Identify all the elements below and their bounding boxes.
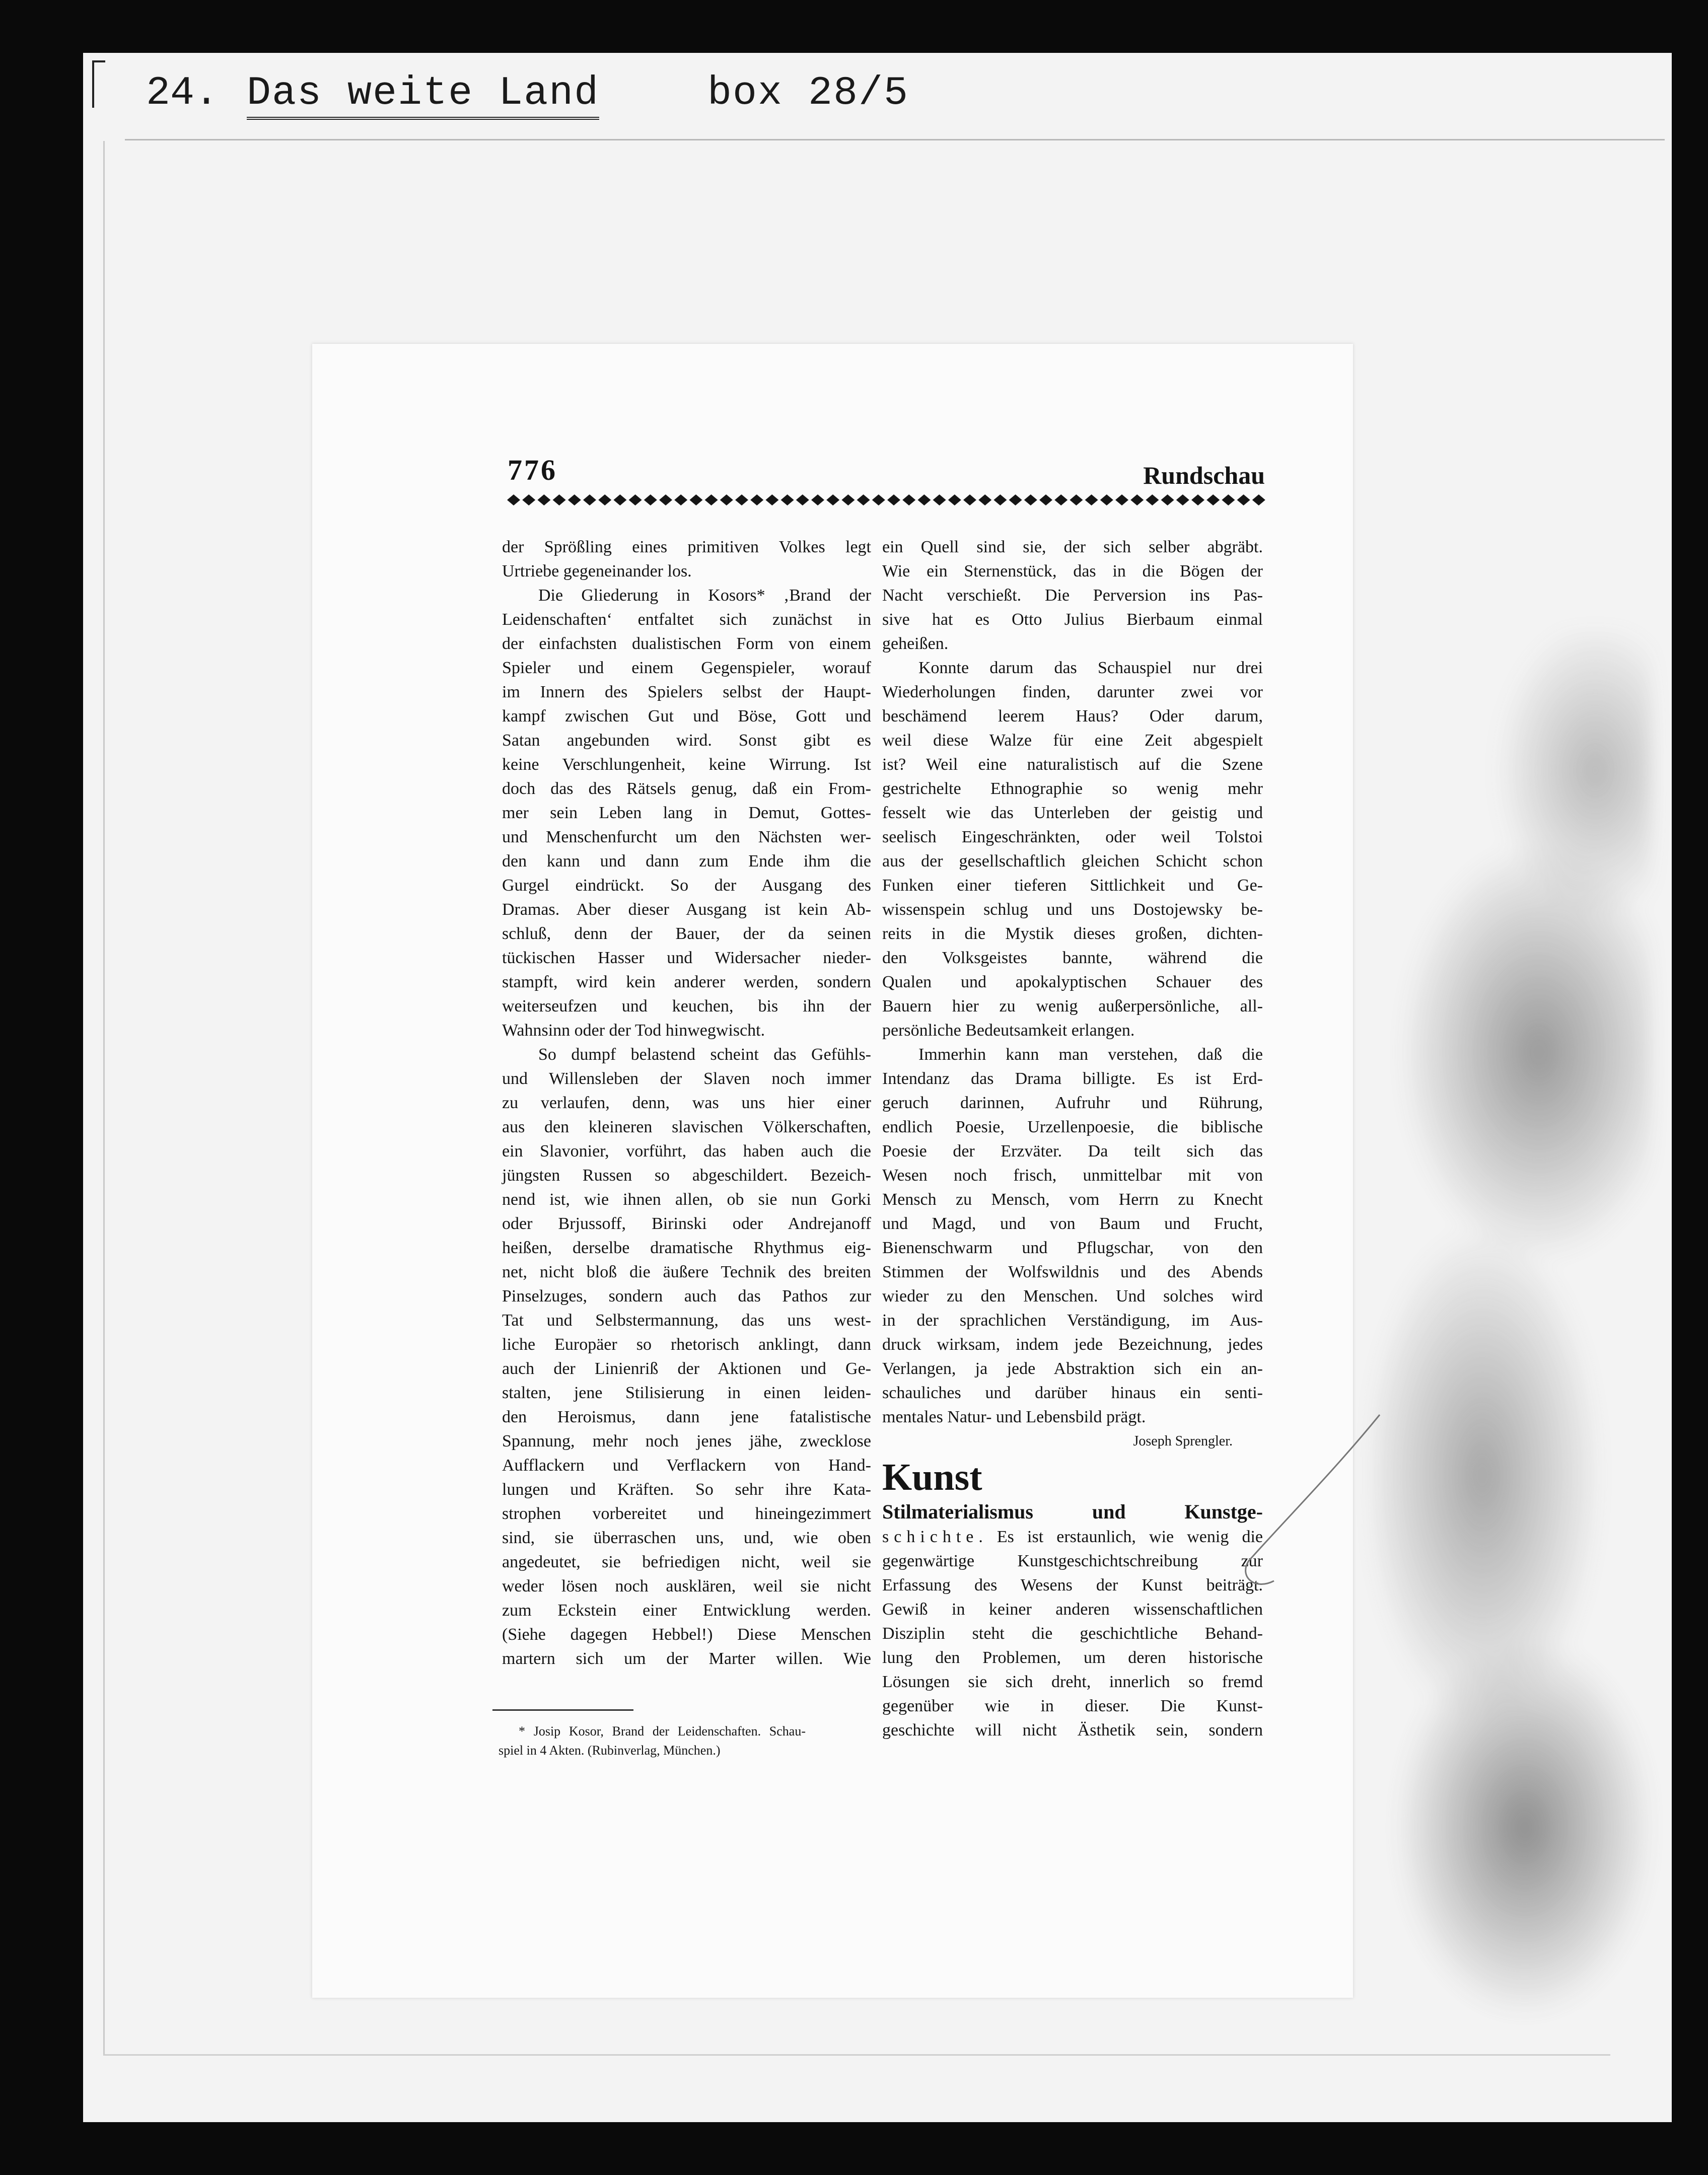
section-heading: Kunst (882, 1456, 982, 1498)
text-line: liche Europäer so rhetorisch anklingt, dann (502, 1335, 871, 1354)
text-line (882, 1525, 1263, 1549)
text-line: oder Brjussoff, Birinski oder Andrejanoff (502, 1214, 871, 1233)
text-line: keine Verschlungenheit, keine Wirrung. Ist (502, 755, 871, 774)
text-fragment: Es ist erstaunlich, wie wenig die (997, 1528, 1263, 1546)
text-line: Wahnsinn oder der Tod hinwegwischt. (502, 1021, 765, 1040)
text-line: Tat und Selbstermannung, das uns west- (502, 1311, 871, 1330)
text-line: Gurgel eindrückt. So der Ausgang des (502, 876, 871, 895)
pencil-mark (1234, 1410, 1385, 1611)
text-line: weiterseufzen und keuchen, bis ihn der (502, 997, 871, 1016)
text-line: Erfassung des Wesens der Kunst beiträgt. (882, 1576, 1263, 1594)
text-line: Gewiß in keiner anderen wissenschaftlichen (882, 1600, 1263, 1619)
text-line: (Siehe dagegen Hebbel!) Diese Menschen (502, 1625, 871, 1644)
text-line: der einfachsten dualistischen Form von einem (502, 634, 871, 653)
text-line: Wesen noch frisch, unmittelbar mit von (882, 1166, 1263, 1185)
text-line: persönliche Bedeutsamkeit erlangen. (882, 1021, 1135, 1040)
text-line: martern sich um der Marter willen. Wie (502, 1649, 871, 1668)
text-line: und Menschenfurcht um den Nächsten wer- (502, 828, 871, 846)
text-line: zu verlaufen, denn, was uns hier einer (502, 1094, 871, 1112)
text-line: sind, sie überraschen uns, und, wie oben (502, 1529, 871, 1547)
text-line: Bienenschwarm und Pflugschar, von den (882, 1239, 1263, 1257)
author-signature: Joseph Sprengler. (1133, 1433, 1233, 1449)
text-line: weder lösen noch ausklären, weil sie nicht (502, 1577, 871, 1596)
text-line: den kann und dann zum Ende ihm die (502, 852, 871, 871)
folder-number: 24. (146, 70, 219, 116)
scan-smudge (1370, 629, 1652, 2039)
text-line: aus den kleineren slavischen Völkerschaften, (502, 1118, 871, 1136)
text-line: Mensch zu Mensch, vom Herrn zu Knecht (882, 1190, 1263, 1209)
diamond-ornament-rule (506, 492, 1266, 508)
text-line: geruch darinnen, Aufruhr und Rührung, (882, 1094, 1263, 1112)
text-line: ist? Weil eine naturalistisch auf die Szene (882, 755, 1263, 774)
text-line: tückischen Hasser und Widersacher nieder- (502, 949, 871, 967)
text-line: Urtriebe gegeneinander los. (502, 562, 692, 581)
text-line: schluß, denn der Bauer, der da seinen (502, 924, 871, 943)
left-column (502, 535, 871, 1671)
page-number: 776 (508, 454, 557, 486)
text-line: schauliches und darüber hinaus ein senti- (882, 1384, 1263, 1402)
text-line: Disziplin steht die geschichtliche Behand- (882, 1624, 1263, 1643)
text-line: Satan angebunden wird. Sonst gibt es (502, 731, 871, 750)
text-line: weil diese Walze für eine Zeit abgespielt (882, 731, 1263, 750)
text-line: net, nicht bloß die äußere Technik des breiten (502, 1263, 871, 1281)
text-line: sive hat es Otto Julius Bierbaum einmal (882, 610, 1263, 629)
text-line: seelisch Eingeschränkten, oder weil Tolstoi (882, 828, 1263, 846)
text-line: in der sprachlichen Verständigung, im Aus- (882, 1311, 1263, 1330)
text-line: Intendanz das Drama billigte. Es ist Erd- (882, 1069, 1263, 1088)
footnote-rule (492, 1709, 633, 1711)
text-line: Wiederholungen finden, darunter zwei vor (882, 683, 1263, 701)
text-line: gegenüber wie in dieser. Die Kunst- (882, 1697, 1263, 1715)
right-column (882, 535, 1263, 1743)
text-line: So dumpf belastend scheint das Gefühls- (538, 1045, 871, 1064)
text-line: den Volksgeistes bannte, während die (882, 949, 1263, 967)
text-line: und Willensleben der Slaven noch immer (502, 1069, 871, 1088)
text-line: Leidenschaften‘ entfaltet sich zunächst in (502, 610, 871, 629)
text-line: Spannung, mehr noch jenes jähe, zwecklose (502, 1432, 871, 1451)
text-line: ein Slavonier, vorführt, das haben auch die (502, 1142, 871, 1161)
text-line: endlich Poesie, Urzellenpoesie, die biblische (882, 1118, 1263, 1136)
text-line: Spieler und einem Gegenspieler, worauf (502, 659, 871, 677)
text-line: lungen und Kräften. So sehr ihre Kata- (502, 1480, 871, 1499)
text-line: wieder zu den Menschen. Und solches wird (882, 1287, 1263, 1306)
text-line: beschämend leerem Haus? Oder darum, (882, 707, 1263, 726)
text-line: im Innern des Spielers selbst der Haupt- (502, 683, 871, 701)
text-line: doch das des Rätsels genug, daß ein From- (502, 779, 871, 798)
text-line: druck wirksam, indem jede Bezeichnung, jedes (882, 1335, 1263, 1354)
text-line: angedeutet, sie befriedigen nicht, weil sie (502, 1553, 871, 1571)
text-line: Poesie der Erzväter. Da teilt sich das (882, 1142, 1263, 1161)
text-line: kampf zwischen Gut und Böse, Gott und (502, 707, 871, 726)
text-line: mer sein Leben lang in Demut, Gottes- (502, 804, 871, 822)
text-line: Konnte darum das Schauspiel nur drei (918, 659, 1263, 677)
text-line: Qualen und apokalyptischen Schauer des (882, 973, 1263, 991)
text-line: zum Eckstein einer Entwicklung werden. (502, 1601, 871, 1620)
text-line: der Sprößling eines primitiven Volkes legt (502, 538, 871, 556)
text-line: Funken einer tieferen Sittlichkeit und Ge- (882, 876, 1263, 895)
text-line: aus der gesellschaftlich gleichen Schicht schon (882, 852, 1263, 871)
text-line: mentales Natur- und Lebensbild prägt. (882, 1408, 1146, 1426)
header-rule (125, 139, 1665, 140)
article-title-end: schichte. (882, 1528, 988, 1546)
text-line: wissenspein schlug und uns Dostojewsky be- (882, 900, 1263, 919)
text-line: auch der Linienriß der Aktionen und Ge- (502, 1359, 871, 1378)
text-line: fesselt wie das Unterleben der geistig und (882, 804, 1263, 822)
text-line: Dramas. Aber dieser Ausgang ist kein Ab- (502, 900, 871, 919)
text-line: Nacht verschießt. Die Perversion ins Pas- (882, 586, 1263, 605)
text-line: stalten, jene Stilisierung in einen leiden- (502, 1384, 871, 1402)
text-line: Immerhin kann man verstehen, daß die (918, 1045, 1263, 1064)
text-line: den Heroismus, dann jene fatalistische (502, 1408, 871, 1426)
folder-title: Das weite Land (247, 70, 599, 120)
text-line: gestrichelte Ethnographie so wenig mehr (882, 779, 1263, 798)
running-head: Rundschau (1143, 461, 1265, 489)
text-line: Stimmen der Wolfswildnis und des Abends (882, 1263, 1263, 1281)
text-line: geschichte will nicht Ästhetik sein, sondern (882, 1721, 1263, 1739)
footnote-line: spiel in 4 Akten. (Rubinverlag, München.) (499, 1743, 721, 1758)
text-line: Lösungen sie sich dreht, innerlich so fremd (882, 1673, 1263, 1691)
footnote-line: * Josip Kosor, Brand der Leidenschaften. Schau- (519, 1724, 806, 1738)
article-title: Stilmaterialismus und Kunstge- (882, 1500, 1263, 1523)
text-line: strophen vorbereitet und hineingezimmert (502, 1504, 871, 1523)
text-line: und Magd, und von Baum und Frucht, (882, 1214, 1263, 1233)
text-line: geheißen. (882, 634, 949, 653)
text-line: gegenwärtige Kunstgeschichtschreibung zur (882, 1552, 1263, 1570)
text-line: reits in die Mystik dieses großen, dichten- (882, 924, 1263, 943)
text-line: Bauern hier zu wenig außerpersönliche, all- (882, 997, 1263, 1016)
corner-mark (92, 60, 105, 108)
footnote (499, 1722, 806, 1760)
text-line: Verlangen, ja jede Abstraktion sich ein an- (882, 1359, 1263, 1378)
text-line: heißen, derselbe dramatische Rhythmus eig- (502, 1239, 871, 1257)
text-line: jüngsten Russen so abgeschildert. Bezeich- (502, 1166, 871, 1185)
text-line: Wie ein Sternenstück, das in die Bögen der (882, 562, 1263, 581)
text-line: Aufflackern und Verflackern von Hand- (502, 1456, 871, 1475)
text-line: lung den Problemen, um deren historische (882, 1648, 1263, 1667)
text-line: nend ist, wie ihnen allen, ob sie nun Gorki (502, 1190, 871, 1209)
text-line: Die Gliederung in Kosors* ‚Brand der (538, 586, 871, 605)
text-line: stampft, wird kein anderer werden, sondern (502, 973, 871, 991)
box-number: box 28/5 (707, 70, 909, 116)
text-line: Pinselzuges, sondern auch das Pathos zur (502, 1287, 871, 1306)
text-line: ein Quell sind sie, der sich selber abgräbt. (882, 538, 1263, 556)
